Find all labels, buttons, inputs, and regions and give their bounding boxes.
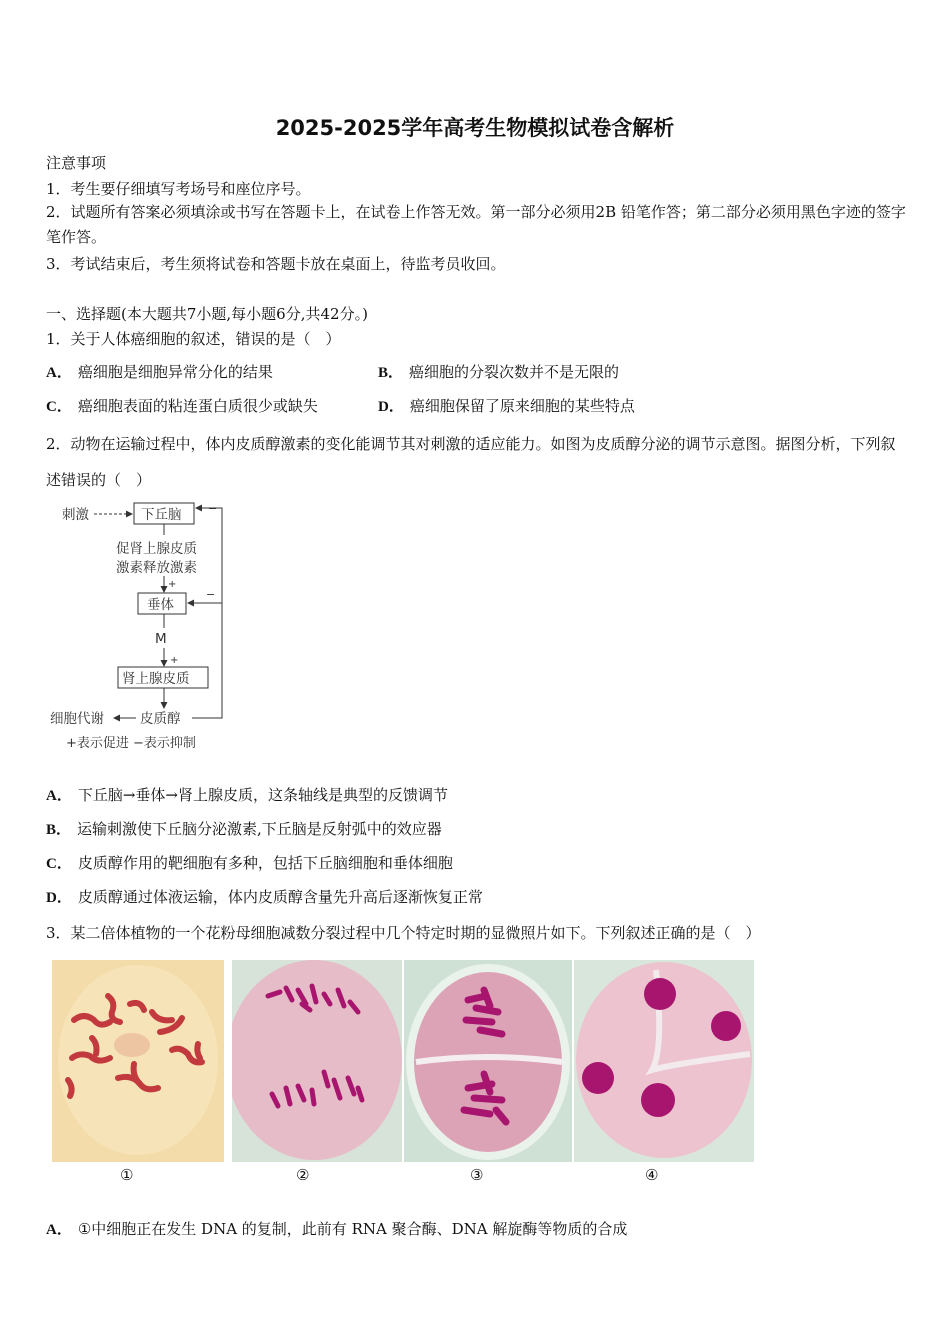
cortisol-regulation-diagram [46,500,236,755]
micrograph-caption-1: ① [120,1166,134,1184]
micrograph-4 [574,960,754,1162]
q3-stem: 3．某二倍体植物的一个花粉母细胞减数分裂过程中几个特定时期的显微照片如下。下列叙述正确的是（ ） [46,924,761,942]
diagram-pituitary: 垂体 [147,597,174,613]
micrograph-caption-3: ③ [470,1166,484,1184]
diagram-hormone-line2: 激素释放激素 [116,560,197,576]
micrograph-1 [52,960,224,1162]
q1-option-a: A． 癌细胞是细胞异常分化的结果 [46,363,273,381]
q2-option-a: A． 下丘脑→垂体→肾上腺皮质，这条轴线是典型的反馈调节 [46,786,448,804]
plus-sign-1: + [168,579,177,590]
q2-option-c: C． 皮质醇作用的靶细胞有多种，包括下丘脑细胞和垂体细胞 [46,854,453,872]
diagram-m: M [155,631,167,647]
micrograph-2 [232,960,402,1162]
diagram-metabolism: 细胞代谢 [50,711,104,727]
diagram-hormone-line1: 促肾上腺皮质 [116,541,197,557]
q1-stem: 1．关于人体癌细胞的叙述，错误的是（ ） [46,330,341,348]
notice-heading: 注意事项 [46,154,107,172]
q1-option-d: D． 癌细胞保留了原来细胞的某些特点 [378,397,635,415]
q1-option-c: C． 癌细胞表面的粘连蛋白质很少或缺失 [46,397,318,415]
q3-option-a: A． ①中细胞正在发生 DNA 的复制，此前有 RNA 聚合酶、DNA 解旋酶等物质的合成 [46,1220,628,1238]
diagram-cortisol: 皮质醇 [140,711,181,727]
diagram-hypothalamus: 下丘脑 [141,507,182,523]
notice-item-2: 2．试题所有答案必须填涂或书写在答题卡上，在试卷上作答无效。第一部分必须用2B 铅笔作答；第二部分必须用黑色字迹的签字笔作答。 [46,203,906,246]
plus-sign-2: + [170,655,179,666]
diagram-adrenal: 肾上腺皮质 [122,671,190,687]
diagram-stimulus: 刺激 [62,507,89,523]
notice-item-3: 3．考试结束后，考生须将试卷和答题卡放在桌面上，待监考员收回。 [46,255,506,273]
section-heading: 一、选择题(本大题共7小题,每小题6分,共42分。) [46,305,368,323]
q2-option-b: B． 运输刺激使下丘脑分泌激素,下丘脑是反射弧中的效应器 [46,820,442,838]
q2-option-d: D． 皮质醇通过体液运输，体内皮质醇含量先升高后逐渐恢复正常 [46,888,483,906]
q1-option-b: B． 癌细胞的分裂次数并不是无限的 [378,363,620,381]
notice-item-1: 1．考生要仔细填写考场号和座位序号。 [46,180,311,198]
micrograph-caption-2: ② [296,1166,310,1184]
minus-sign-2: − [206,588,216,601]
minus-sign-1: − [208,502,218,515]
page-title: 2025-2025学年高考生物模拟试卷含解析 [275,116,675,140]
diagram-legend: +表示促进 −表示抑制 [66,736,196,751]
q2-stem: 2．动物在运输过程中，体内皮质醇激素的变化能调节其对刺激的适应能力。如图为皮质醇分泌的调节示意图。据图分析，下列叙述错误的（ ） [46,435,896,489]
micrograph-3 [404,960,572,1162]
micrograph-caption-4: ④ [645,1166,659,1184]
